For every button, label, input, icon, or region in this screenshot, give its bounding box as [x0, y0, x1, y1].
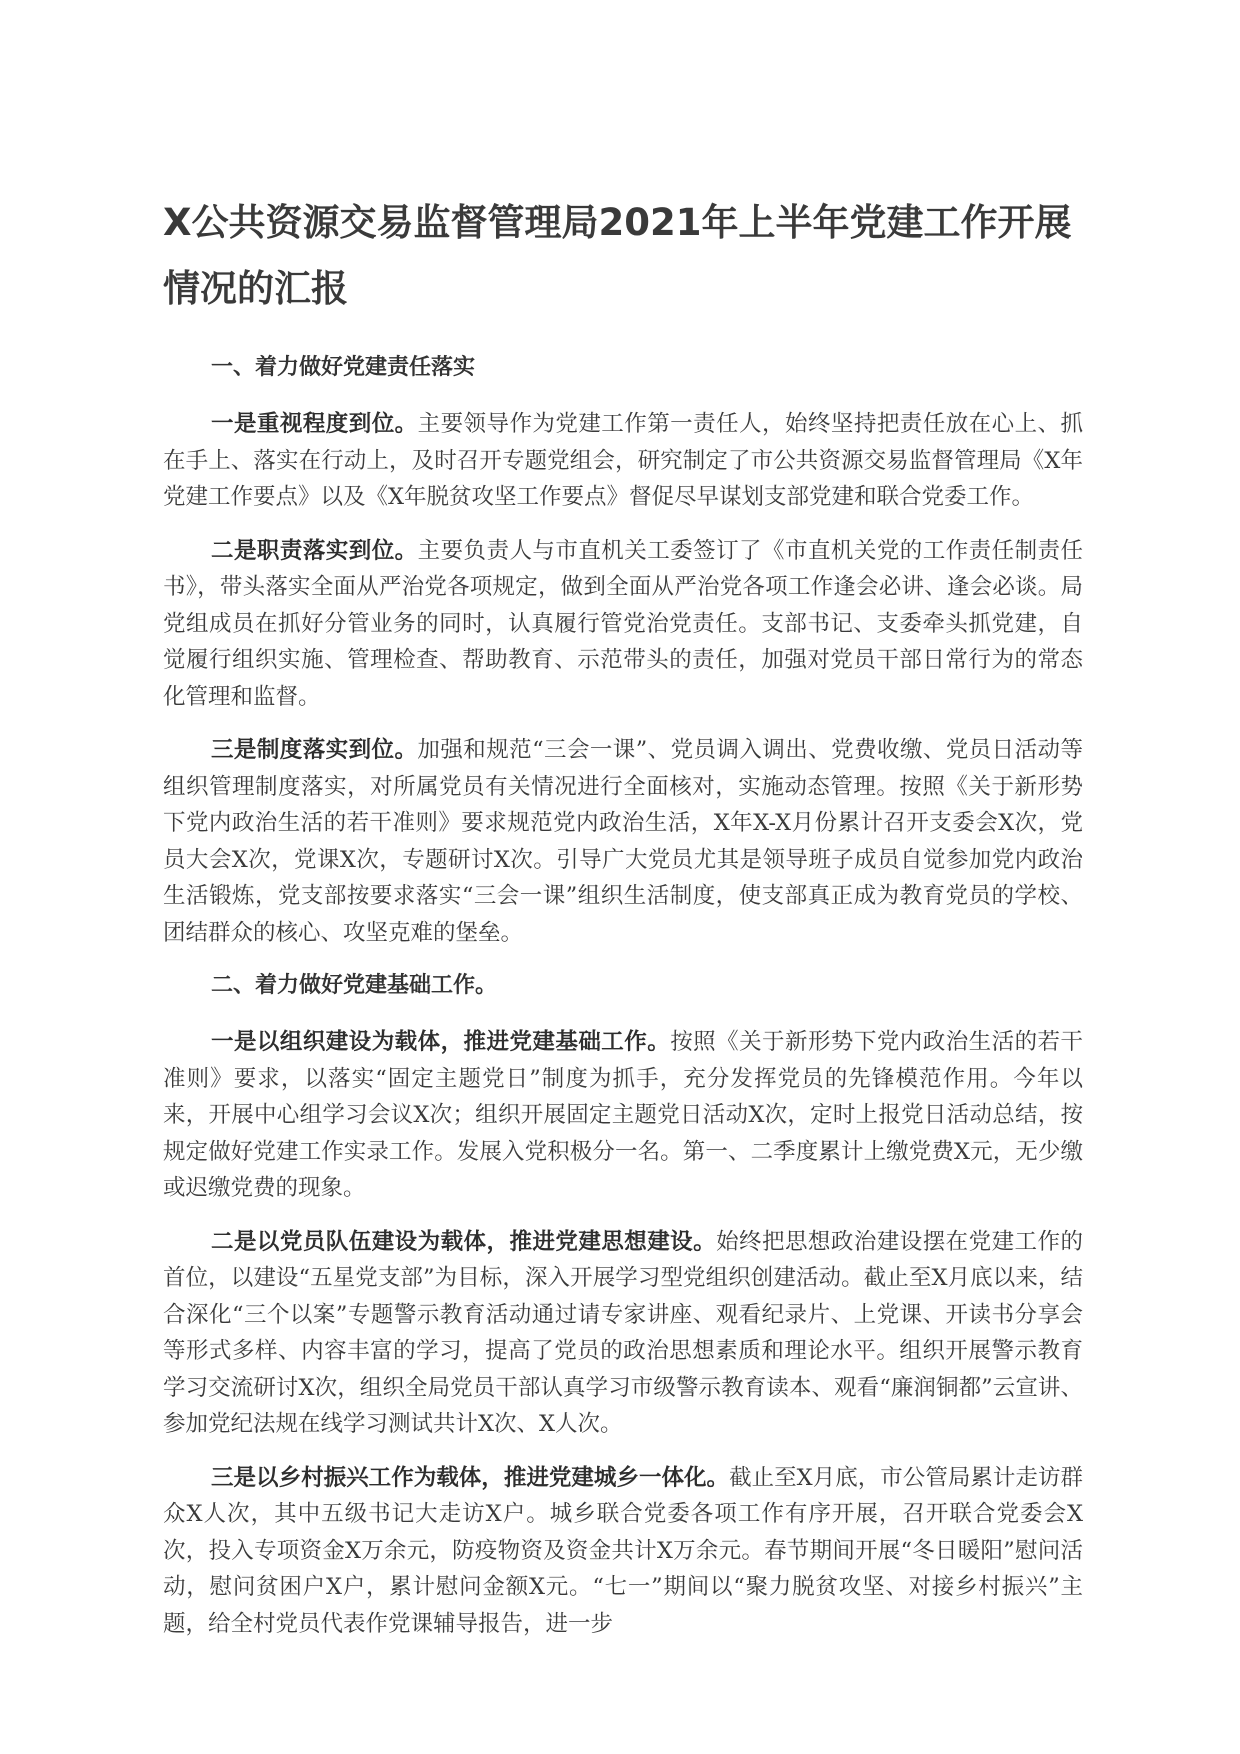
paragraph-text: 主要负责人与市直机关工委签订了《市直机关党的工作责任制责任书》，带头落实全面从严治党各项规定，做到全面从严治党各项工作逢会必讲、逢会必谈。局党组成员在抓好分管业务的同时，认真履行管党治党责任。支部书记、支委牵头抓党建，自觉履行组织实施、管理检查、帮助教育、示范带头的责任，加强对党员干部日常行为的常态化管理和监督。 — [163, 537, 1083, 710]
paragraph-lead: 二是职责落实到位。 — [211, 537, 418, 564]
section-1 — [163, 350, 1083, 951]
paragraph — [163, 732, 1083, 951]
paragraph — [163, 1460, 1083, 1643]
paragraph-text: 按照《关于新形势下党内政治生活的若干准则》要求，以落实“固定主题党日”制度为抓手，充分发挥党员的先锋模范作用。今年以来，开展中心组学习会议X次；组织开展固定主题党日活动X次，定时上报党日活动总结，按规定做好党建工作实录工作。发展入党积极分一名。第一、二季度累计上缴党费X元，无少缴或迟缴党费的现象。 — [163, 1029, 1083, 1201]
section-heading: 二、着力做好党建基础工作。 — [211, 973, 498, 998]
section-heading: 一、着力做好党建责任落实 — [211, 355, 476, 380]
document-page — [163, 190, 1083, 1659]
paragraph — [163, 406, 1083, 516]
paragraph-lead: 三是以乡村振兴工作为载体，推进党建城乡一体化。 — [211, 1464, 730, 1491]
paragraph-text: 截止至X月底，市公管局累计走访群众X人次，其中五级书记大走访X户。城乡联合党委各项工作有序开展，召开联合党委会X次，投入专项资金X万余元，防疫物资及资金共计X万余元。春节期间开展“冬日暖阳”慰问活动，慰问贫困户X户，累计慰问金额X元。“七一”期间以“聚力脱贫攻坚、对接乡村振兴”主题，给全村党员代表作党课辅导报告，进一步 — [163, 1464, 1083, 1637]
paragraph-lead: 一是重视程度到位。 — [211, 411, 418, 437]
paragraph-text: 加强和规范“三会一课”、党员调入调出、党费收缴、党员日活动等组织管理制度落实，对所属党员有关情况进行全面核对，实施动态管理。按照《关于新形势下党内政治生活的若干准则》要求规范党内政治生活，X年X-X月份累计召开支委会X次，党员大会X次，党课X次，专题研讨X次。引导广大党员尤其是领导班子成员自觉参加党内政治生活锻炼，党支部按要求落实“三会一课”组织生活制度，使支部真正成为教育党员的学校、团结群众的核心、攻坚克难的堡垒。 — [163, 737, 1083, 946]
paragraph-text: 主要领导作为党建工作第一责任人，始终坚持把责任放在心上、抓在手上、落实在行动上，及时召开专题党组会，研究制定了市公共资源交易监督管理局《X年党建工作要点》以及《X年脱贫攻坚工作要点》督促尽早谋划支部党建和联合党委工作。 — [163, 411, 1083, 510]
paragraph-lead: 一是以组织建设为载体，推进党建基础工作。 — [211, 1029, 671, 1055]
paragraph — [163, 1224, 1083, 1443]
section-2 — [163, 968, 1083, 1642]
paragraph-lead: 二是以党员队伍建设为载体，推进党建思想建设。 — [211, 1228, 717, 1255]
paragraph-lead: 三是制度落实到位。 — [211, 737, 418, 763]
paragraph-text: 始终把思想政治建设摆在党建工作的首位，以建设“五星党支部”为目标，深入开展学习型党组织创建活动。截止至X月底以来，结合深化“三个以案”专题警示教育活动通过请专家讲座、观看纪录片、上党课、开读书分享会等形式多样、内容丰富的学习，提高了党员的政治思想素质和理论水平。组织开展警示教育学习交流研讨X次，组织全局党员干部认真学习市级警示教育读本、观看“廉润铜都”云宣讲、参加党纪法规在线学习测试共计X次、X人次。 — [163, 1228, 1083, 1437]
document-title: X公共资源交易监督管理局2021年上半年党建工作开展情况的汇报 — [163, 201, 1072, 310]
paragraph — [163, 533, 1083, 716]
paragraph — [163, 1024, 1083, 1207]
